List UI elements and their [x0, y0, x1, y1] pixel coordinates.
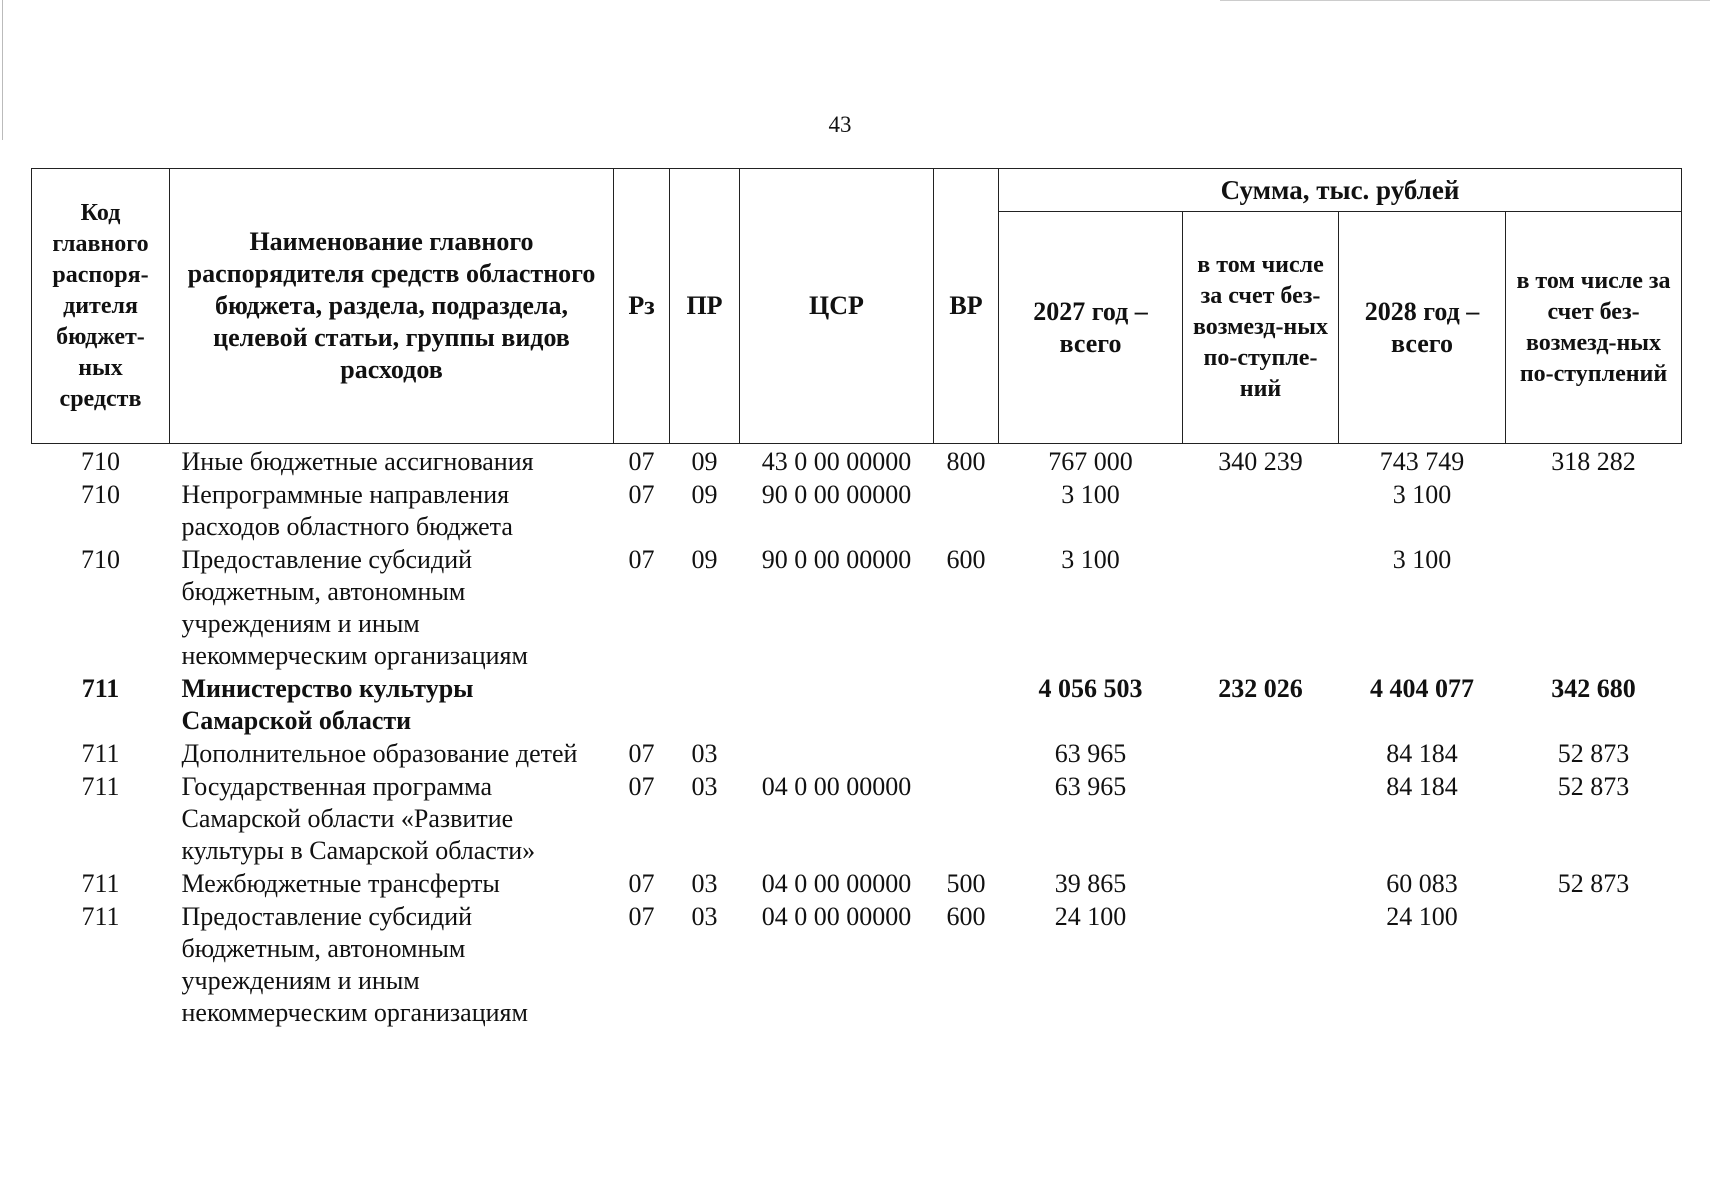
- table-row: [32, 737, 1682, 770]
- cell-rz: 07: [628, 480, 655, 509]
- cell-2028-free: [1506, 478, 1682, 543]
- cell-rz: 07: [628, 902, 655, 931]
- cell-2028-total: 743 749: [1379, 447, 1465, 476]
- table-row: [32, 900, 1682, 1029]
- cell-2027-total: 4 056 503: [1038, 674, 1143, 703]
- cell-2028-free: 342 680: [1551, 674, 1636, 703]
- cell-vr: 600: [946, 545, 986, 574]
- cell-vr: [934, 770, 999, 867]
- cell-2028-total: 24 100: [1386, 902, 1458, 931]
- cell-pr: 03: [691, 902, 718, 931]
- cell-pr: 03: [691, 772, 718, 801]
- cell-name: Предоставление субсидий бюджетным, автономным учреждениям и иным некоммерческим организациям: [181, 902, 528, 1027]
- header-csr: ЦСР: [740, 169, 934, 444]
- cell-2028-free: 318 282: [1551, 447, 1636, 476]
- header-2028-free: в том числе за счет без-возмезд-ных по-ступлений: [1506, 212, 1682, 444]
- cell-code: 711: [81, 674, 120, 703]
- cell-pr: 09: [691, 545, 718, 574]
- cell-2027-free: [1183, 867, 1339, 900]
- header-2027-free: в том числе за счет без-возмезд-ных по-ступле-ний: [1183, 212, 1339, 444]
- cell-vr: [934, 737, 999, 770]
- cell-rz: 07: [628, 545, 655, 574]
- cell-rz: 07: [628, 772, 655, 801]
- cell-name: Предоставление субсидий бюджетным, автономным учреждениям и иным некоммерческим организациям: [181, 545, 528, 670]
- cell-2027-free: [1183, 478, 1339, 543]
- cell-csr: 43 0 00 00000: [761, 447, 912, 476]
- header-code: Код главного распоря-дителя бюджет-ных средств: [32, 169, 170, 444]
- table-row: [32, 867, 1682, 900]
- cell-2028-total: 3 100: [1392, 480, 1452, 509]
- cell-2027-free: [1183, 543, 1339, 672]
- table-row: [32, 672, 1682, 737]
- cell-vr: [934, 478, 999, 543]
- cell-name: Министерство культуры Самарской области: [181, 674, 474, 735]
- table-row: [32, 444, 1682, 479]
- cell-2028-total: 4 404 077: [1370, 674, 1474, 703]
- scan-edge-top: [1220, 0, 1710, 1]
- cell-2027-free: [1183, 770, 1339, 867]
- cell-2027-free: [1183, 737, 1339, 770]
- cell-2027-total: 39 865: [1054, 869, 1127, 898]
- cell-code: 711: [81, 772, 120, 801]
- cell-2028-total: 3 100: [1392, 545, 1452, 574]
- cell-csr: [740, 737, 934, 770]
- cell-rz: 07: [628, 869, 655, 898]
- cell-name: Межбюджетные трансферты: [181, 869, 500, 898]
- cell-name: Дополнительное образование детей: [181, 739, 578, 768]
- table-header: [32, 169, 1682, 444]
- cell-name: Государственная программа Самарской области «Развитие культуры в Самарской области»: [181, 772, 536, 865]
- header-name: Наименование главного распорядителя средств областного бюджета, раздела, подраздела, целевой статьи, группы видов расходов: [170, 169, 614, 444]
- cell-code: 711: [81, 739, 120, 768]
- cell-2028-total: 84 184: [1386, 772, 1458, 801]
- cell-csr: [740, 672, 934, 737]
- cell-name: Непрограммные направления расходов областного бюджета: [181, 480, 513, 541]
- cell-vr: 500: [946, 869, 986, 898]
- cell-csr: 04 0 00 00000: [761, 902, 912, 931]
- cell-csr: 90 0 00 00000: [761, 545, 912, 574]
- cell-code: 710: [81, 545, 120, 574]
- cell-rz: 07: [628, 739, 655, 768]
- cell-2027-total: 3 100: [1061, 480, 1120, 509]
- cell-code: 711: [81, 869, 120, 898]
- header-rz: Рз: [614, 169, 670, 444]
- header-pr: ПР: [670, 169, 740, 444]
- cell-pr: 03: [691, 869, 718, 898]
- cell-2027-total: 63 965: [1054, 739, 1127, 768]
- cell-2027-free: 232 026: [1218, 674, 1303, 703]
- cell-2028-free: 52 873: [1557, 772, 1630, 801]
- cell-name: Иные бюджетные ассигнования: [181, 447, 534, 476]
- table-row: [32, 478, 1682, 543]
- cell-vr: [934, 672, 999, 737]
- cell-pr: [670, 672, 740, 737]
- cell-2027-total: 3 100: [1061, 545, 1120, 574]
- budget-table: [31, 168, 1682, 1029]
- cell-2027-free: 340 239: [1218, 447, 1303, 476]
- cell-vr: 800: [946, 447, 986, 476]
- cell-2027-free: [1183, 900, 1339, 1029]
- cell-pr: 09: [691, 447, 718, 476]
- header-2027-total: 2027 год – всего: [999, 212, 1183, 444]
- header-sum-group: Сумма, тыс. рублей: [999, 169, 1682, 212]
- cell-2027-total: 63 965: [1054, 772, 1127, 801]
- table-row: [32, 543, 1682, 672]
- page-number: 43: [828, 112, 852, 137]
- header-2028-total: 2028 год – всего: [1339, 212, 1506, 444]
- cell-csr: 04 0 00 00000: [761, 772, 912, 801]
- cell-pr: 09: [691, 480, 718, 509]
- table-row: [32, 770, 1682, 867]
- cell-2028-free: 52 873: [1557, 739, 1630, 768]
- cell-2028-free: [1506, 543, 1682, 672]
- cell-2027-total: 24 100: [1054, 902, 1127, 931]
- cell-csr: 04 0 00 00000: [761, 869, 912, 898]
- table-body: [32, 444, 1682, 1030]
- cell-rz: 07: [628, 447, 655, 476]
- cell-csr: 90 0 00 00000: [761, 480, 912, 509]
- cell-rz: [614, 672, 670, 737]
- cell-code: 710: [81, 447, 120, 476]
- cell-2028-total: 84 184: [1386, 739, 1458, 768]
- cell-vr: 600: [946, 902, 986, 931]
- cell-code: 710: [81, 480, 120, 509]
- cell-2028-total: 60 083: [1386, 869, 1458, 898]
- cell-2027-total: 767 000: [1048, 447, 1133, 476]
- cell-code: 711: [81, 902, 120, 931]
- header-vr: ВР: [934, 169, 999, 444]
- cell-2028-free: [1506, 900, 1682, 1029]
- cell-2028-free: 52 873: [1557, 869, 1630, 898]
- cell-pr: 03: [691, 739, 718, 768]
